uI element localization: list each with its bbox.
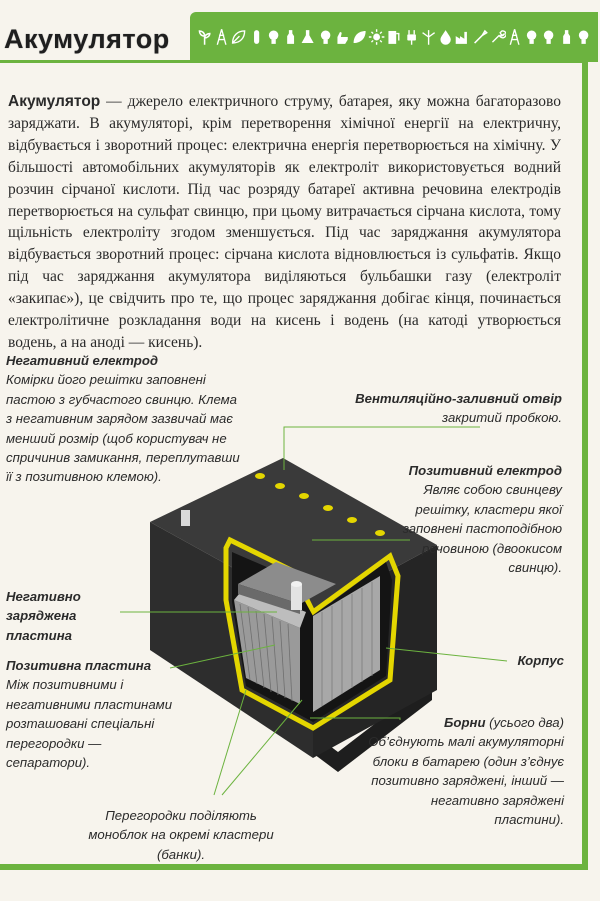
label-text: Між позитивними і негативними пластинами розташовані спеціальні перегородки — сепаратори).	[6, 677, 173, 771]
vent-cap	[299, 493, 309, 499]
label-heading: Вентиляційно-заливний отвір	[355, 391, 562, 406]
label-partitions	[74, 806, 288, 864]
label-text: Комірки його решітки заповнені пастою з губчастого свинцю. Клема з негативним зарядом зазвичай має менший розмір (щоб користувач не спричинив замикання, переплутавши її з позитивною клемою).	[6, 372, 240, 485]
label-heading-suffix: (усього два)	[485, 715, 564, 730]
label-case	[482, 651, 564, 670]
body-text: — джерело електричного струму, батарея, яку можна багаторазово заряджати. В акумуляторі, крім перетворення хімічної енергії на електричну, відбувається і зворотний процес: електрична енергія перетворюється на хімічну. У більшості автомобільних акумуляторів як електроліт використовується водний розчин сірчаної кислоти. Під час розряду батареї активна речовина електродів перетворюється на сульфат свинцю, при цьому витрачається сірчана кислота, тому щільність електроліту згодом зменшується. Під час заряджання акумулятора відбувається зворотний процес: сірчана кислота відновлюється із сульфатів. Якщо під час заряджання акумулятора виділяються бульбашки газу (електроліт «закипає»), це свідчить про те, що процес заряджання добігає кінця, починається електролітичне розкладання води на кисень і водень (на катоді утворюється водень, а на аноді — кисень).	[8, 93, 561, 351]
label-heading: Негативно заряджена пластина	[6, 589, 81, 643]
vent-cap	[323, 505, 333, 511]
terminal-post	[291, 584, 302, 610]
label-terminals	[360, 713, 564, 829]
vent-cap	[255, 473, 265, 479]
vent-cap	[275, 483, 285, 489]
label-positive-electrode	[402, 461, 562, 577]
label-heading: Негативний електрод	[6, 353, 159, 368]
label-text: Об’єднують малі акумуляторні блоки в батарею (один з’єднує позитивно заряджені, інший — негативно заряджені пластини).	[368, 734, 564, 828]
label-heading: Позитивна пластина	[6, 658, 152, 673]
label-heading: Борни	[444, 715, 486, 730]
negative-terminal-post	[181, 510, 190, 526]
label-negative-electrode	[6, 351, 246, 487]
label-text: Перегородки поділяють моноблок на окремі кластери (банки).	[88, 808, 274, 862]
vent-cap	[375, 530, 385, 536]
label-heading: Позитивний електрод	[408, 463, 562, 478]
label-text: Являє собою свинцеву решітку, кластери якої заповнені пастоподібною речовиною (двоокисом свинцю).	[402, 482, 562, 576]
label-vent	[332, 389, 562, 428]
label-negative-plate	[6, 587, 124, 645]
lead-term: Акумулятор	[8, 93, 101, 110]
label-positive-plate	[6, 656, 178, 772]
label-heading: Корпус	[517, 653, 564, 668]
page-title: Акумулятор	[4, 24, 170, 54]
vent-cap	[347, 517, 357, 523]
label-text: закритий пробкою.	[441, 410, 562, 426]
